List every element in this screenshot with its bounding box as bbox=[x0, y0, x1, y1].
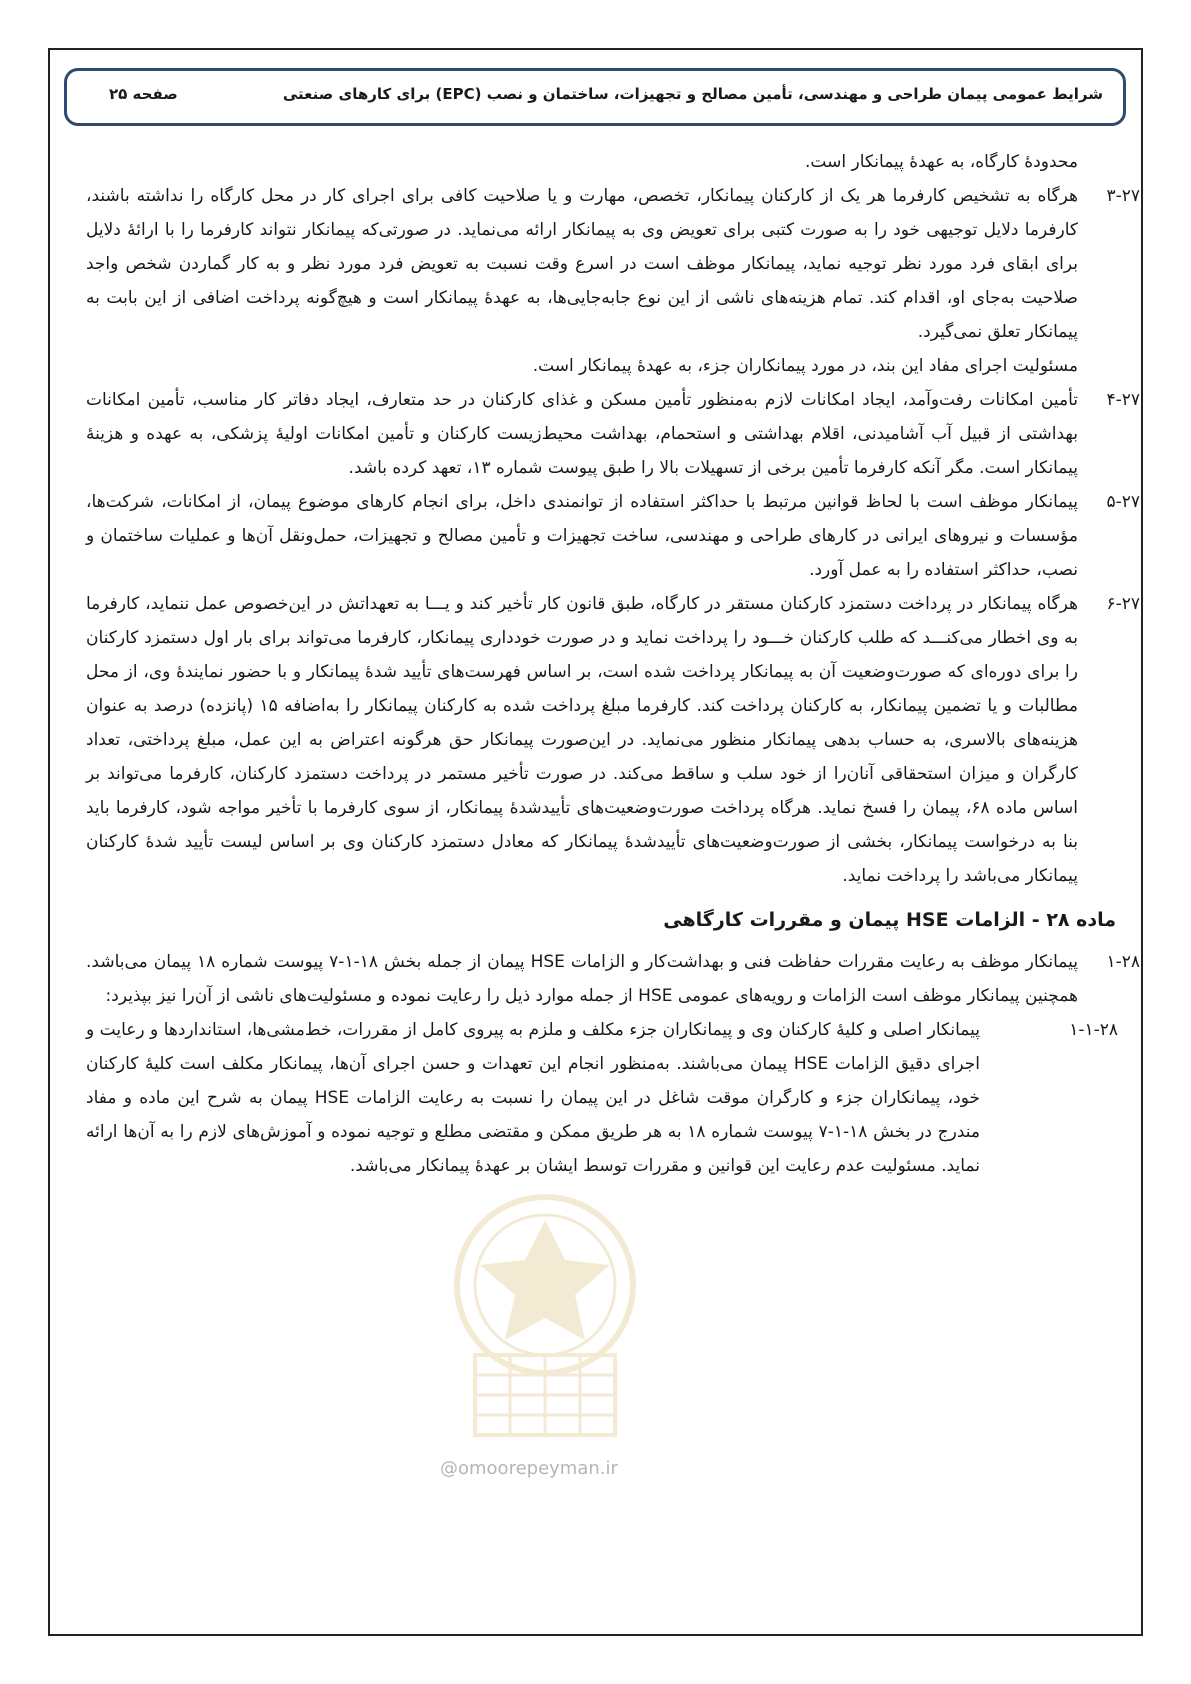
page-header bbox=[64, 68, 1126, 126]
clause-text: پیمانکار اصلی و کلیۀ کارکنان وی و پیمانکاران جزء مکلف و ملزم به پیروی کامل از مقررات، خط‌مشی‌ها، استانداردها و رعایت و اجرای دقیق الزامات HSE پیمان می‌باشند. به‌منظور انجام این تعهدات و حسن اجرای آن‌ها، پیمانکار مکلف است کلیۀ کارکنان خود، پیمانکاران جزء و کارگران موقت شاغل در این پیمان را نسبت به رعایت الزامات HSE پیمان به شرح این ماده و مفاد مندرج در بخش ۱۸-۱-۷ پیوست شماره ۱۸ به هر طریق ممکن و مقتضی مطلع و توجیه نموده و آموزش‌های لازم را به آن‌ها ارائه نماید. مسئولیت عدم رعایت این قوانین و مقررات توسط ایشان بر عهدۀ پیمانکار می‌باشد. bbox=[86, 1020, 980, 1176]
clause-27-4 bbox=[86, 383, 1140, 485]
clause-number: ۶-۲۷ bbox=[1106, 594, 1140, 614]
watermark-text: @omoorepeyman.ir bbox=[440, 1458, 618, 1479]
clause-27-6 bbox=[86, 587, 1140, 893]
page-number: صفحه ۲۵ bbox=[109, 85, 178, 103]
clause-number: ۴-۲۷ bbox=[1106, 390, 1140, 410]
clause-number: ۳-۲۷ bbox=[1106, 186, 1140, 206]
clause-text: هرگاه به تشخیص کارفرما هر یک از کارکنان پیمانکار، تخصص، مهارت و یا صلاحیت کافی برای اجرای کار در محل کارگاه را نداشته باشند، کارفرما دلایل توجیهی خود را به صورت کتبی برای تعویض وی به پیمانکار ارائه می‌نماید. در صورتی‌که پیمانکار نتواند کارفرما را با ارائۀ دلایل برای ابقای فرد مورد نظر توجیه نماید، پیمانکار موظف است در اسرع وقت نسبت به تعویض فرد مورد نظر و به کار گماردن شخص واجد صلاحیت به‌جای او، اقدام کند. تمام هزینه‌های ناشی از این نوع جابه‌جایی‌ها، به عهدۀ پیمانکار است و هیچ‌گونه پرداخت اضافی از این بابت به پیمانکار تعلق نمی‌گیرد. bbox=[86, 186, 1078, 342]
clause-text: هرگاه پیمانکار در پرداخت دستمزد کارکنان مستقر در کارگاه، طبق قانون کار تأخیر کند و یـــا به تعهداتش در این‌خصوص عمل ننماید، کارفرما به وی اخطار می‌کنـــد که طلب کارکنان خـــود را پرداخت نماید و در صورت خودداری پیمانکار، کارفرما می‌تواند برای بار اول دستمزد کارکنان را برای دوره‌ای که صورت‌وضعیت آن به پیمانکار پرداخت شده است، بر اساس فهرست‌های تأیید شدۀ پیمانکار و با حضور نمایندۀ وی، از محل مطالبات و یا تضمین پیمانکار، به کارکنان پرداخت کند. کارفرما مبلغ پرداخت شده به کارکنان پیمانکار را به‌اضافه ۱۵ (پانزده) درصد به عنوان هزینه‌های بالاسری، به حساب بدهی پیمانکار منظور می‌نماید. در این‌صورت پیمانکار حق هرگونه اعتراض به این عمل، مبلغ پرداختی، تعداد کارگران و میزان استحقاقی آنان‌را از خود سلب و ساقط می‌کند. در صورت تأخیر مستمر در پرداخت دستمزد کارکنان، کارفرما می‌تواند بر اساس ماده ۶۸، پیمان را فسخ نماید. هرگاه پرداخت صورت‌وضعیت‌های تأییدشدۀ پیمانکار، از سوی کارفرما با تأخیر مواجه شود، کارفرما باید بنا به درخواست پیمانکار، بخشی از صورت‌وضعیت‌های تأییدشدۀ پیمانکار که معادل دستمزد کارکنان وی بر اساس لیست تأیید شدۀ کارکنان پیمانکار می‌باشد را پرداخت نماید. bbox=[86, 594, 1078, 886]
clause-27-5 bbox=[86, 485, 1140, 587]
clause-27-3-continuation: مسئولیت اجرای مفاد این بند، در مورد پیمانکاران جزء، به عهدۀ پیمانکار است. bbox=[532, 356, 1078, 376]
page-content bbox=[86, 145, 1140, 1585]
clause-28-1 bbox=[86, 945, 1140, 1013]
intro-line: محدودۀ کارگاه، به عهدۀ پیمانکار است. bbox=[805, 152, 1078, 172]
clause-text: تأمین امکانات رفت‌وآمد، ایجاد امکانات لازم به‌منظور تأمین مسکن و غذای کارکنان در حد متعارف، ایجاد دفاتر کار مناسب، تأمین امکانات بهداشتی از قبیل آب آشامیدنی، اقلام بهداشتی و استحمام، بهداشت محیط‌زیست کارکنان و تأمین امکانات اولیۀ پزشکی، به عهده و هزینۀ پیمانکار است. مگر آنکه کارفرما تأمین برخی از تسهیلات بالا را طبق پیوست شماره ۱۳، تعهد کرده باشد. bbox=[86, 390, 1078, 478]
clause-28-1-1 bbox=[86, 1013, 1116, 1183]
clause-text: پیمانکار موظف به رعایت مقررات حفاظت فنی و بهداشت‌کار و الزامات HSE پیمان از جمله بخش ۱۸-۱-۷ پیوست شماره ۱۸ پیمان می‌باشد. همچنین پیمانکار موظف است الزامات و رویه‌های عمومی HSE از جمله موارد ذیل را رعایت نموده و مسئولیت‌های ناشی از آن‌را نیز بپذیرد: bbox=[86, 952, 1078, 1006]
clause-number: ۱-۲۸ bbox=[1106, 952, 1140, 972]
clause-number: ۵-۲۷ bbox=[1106, 492, 1140, 512]
clause-27-3 bbox=[86, 179, 1140, 349]
clause-text: پیمانکار موظف است با لحاظ قوانین مرتبط با حداکثر استفاده از توانمندی داخل، برای انجام کارهای موضوع پیمان، از امکانات، شرکت‌ها، مؤسسات و نیروهای ایرانی در کارهای طراحی و مهندسی، ساخت تجهیزات و تأمین مصالح و تجهیزات، حمل‌ونقل آن‌ها و عملیات ساختمان و نصب، حداکثر استفاده را به عمل آورد. bbox=[86, 492, 1078, 580]
clause-number: ۱-۱-۲۸ bbox=[1069, 1020, 1118, 1040]
article-28-heading: ماده ۲۸ - الزامات HSE پیمان و مقررات کارگاهی bbox=[663, 909, 1116, 931]
document-title: شرایط عمومی پیمان طراحی و مهندسی، تأمین مصالح و تجهیزات، ساختمان و نصب (EPC) برای کارهای صنعتی bbox=[282, 85, 1103, 103]
